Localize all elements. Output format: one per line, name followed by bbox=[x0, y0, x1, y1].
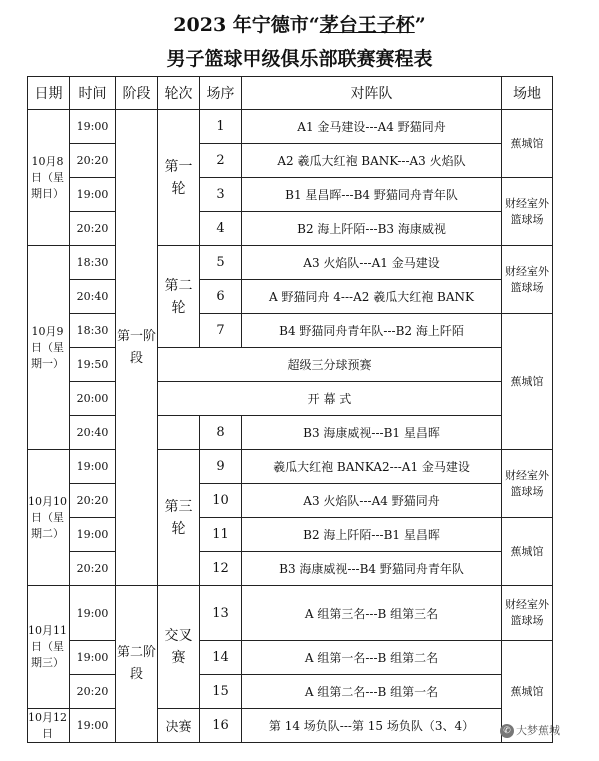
title-prefix: 2023 年宁德市“ bbox=[173, 14, 320, 36]
time-cell: 18:30 bbox=[70, 314, 116, 348]
time-cell: 20:20 bbox=[70, 484, 116, 518]
table-row bbox=[28, 709, 553, 743]
time-cell: 18:30 bbox=[70, 246, 116, 280]
time-cell: 20:20 bbox=[70, 552, 116, 586]
col-venue: 场地 bbox=[502, 77, 553, 110]
match-number: 4 bbox=[200, 212, 242, 246]
round-cell: 第三轮 bbox=[158, 450, 200, 586]
table-row bbox=[28, 110, 553, 144]
table-row bbox=[28, 280, 553, 314]
wechat-icon: ✆ bbox=[500, 724, 514, 738]
time-cell: 20:40 bbox=[70, 280, 116, 314]
round-cell: 第一轮 bbox=[158, 110, 200, 246]
match-teams: 第 14 场负队---第 15 场负队（3、4） bbox=[242, 709, 502, 743]
time-cell: 20:00 bbox=[70, 382, 116, 416]
date-cell: 10月8日（星期日） bbox=[28, 110, 70, 246]
venue-cell: 蕉城馆 bbox=[502, 110, 553, 178]
match-number: 14 bbox=[200, 641, 242, 675]
match-teams: A3 火焰队---A1 金马建设 bbox=[242, 246, 502, 280]
match-number: 2 bbox=[200, 144, 242, 178]
event-cell: 超级三分球预赛 bbox=[158, 348, 502, 382]
match-number: 13 bbox=[200, 586, 242, 641]
time-cell: 19:00 bbox=[70, 586, 116, 641]
time-cell: 19:50 bbox=[70, 348, 116, 382]
table-row bbox=[28, 518, 553, 552]
match-teams: B4 野猫同舟青年队---B2 海上阡陌 bbox=[242, 314, 502, 348]
time-cell: 19:00 bbox=[70, 709, 116, 743]
table-row bbox=[28, 586, 553, 641]
col-stage: 阶段 bbox=[116, 77, 158, 110]
col-time: 时间 bbox=[70, 77, 116, 110]
match-number: 5 bbox=[200, 246, 242, 280]
time-cell: 19:00 bbox=[70, 110, 116, 144]
date-cell: 10月11日（星期三） bbox=[28, 586, 70, 709]
match-teams: A 野猫同舟 4---A2 羲瓜大红袍 BANK bbox=[242, 280, 502, 314]
match-teams: B2 海上阡陌---B3 海康威视 bbox=[242, 212, 502, 246]
match-number: 1 bbox=[200, 110, 242, 144]
table-row bbox=[28, 416, 553, 450]
venue-cell: 蕉城馆 bbox=[502, 641, 553, 743]
table-row bbox=[28, 552, 553, 586]
time-cell: 20:20 bbox=[70, 144, 116, 178]
time-cell: 19:00 bbox=[70, 518, 116, 552]
round-cell: 第二轮 bbox=[158, 246, 200, 348]
match-number: 9 bbox=[200, 450, 242, 484]
match-teams: A 组第三名---B 组第三名 bbox=[242, 586, 502, 641]
schedule-table bbox=[27, 76, 553, 743]
page-title bbox=[0, 10, 599, 37]
venue-cell: 财经室外篮球场 bbox=[502, 246, 553, 314]
stage-cell: 第一阶段 bbox=[116, 110, 158, 586]
match-number: 6 bbox=[200, 280, 242, 314]
table-row bbox=[28, 246, 553, 280]
match-number: 12 bbox=[200, 552, 242, 586]
time-cell: 19:00 bbox=[70, 178, 116, 212]
match-teams: A 组第一名---B 组第二名 bbox=[242, 641, 502, 675]
col-order: 场序 bbox=[200, 77, 242, 110]
title-cup-name: 茅台王子杯 bbox=[319, 14, 415, 36]
match-number: 7 bbox=[200, 314, 242, 348]
match-number: 8 bbox=[200, 416, 242, 450]
venue-cell: 蕉城馆 bbox=[502, 314, 553, 450]
table-row bbox=[28, 212, 553, 246]
watermark-text: 大梦蕉城 bbox=[516, 724, 560, 737]
table-row bbox=[28, 675, 553, 709]
time-cell: 20:40 bbox=[70, 416, 116, 450]
table-row bbox=[28, 348, 553, 382]
match-teams: B3 海康威视---B1 星昌晖 bbox=[242, 416, 502, 450]
header-row bbox=[28, 77, 553, 110]
table-row bbox=[28, 641, 553, 675]
date-cell: 10月10日（星期二） bbox=[28, 450, 70, 586]
table-row bbox=[28, 144, 553, 178]
venue-cell: 财经室外篮球场 bbox=[502, 586, 553, 641]
venue-cell: 财经室外篮球场 bbox=[502, 178, 553, 246]
table-row bbox=[28, 314, 553, 348]
round-blank bbox=[158, 416, 200, 450]
match-number: 3 bbox=[200, 178, 242, 212]
time-cell: 19:00 bbox=[70, 641, 116, 675]
match-teams: B3 海康威视---B4 野猫同舟青年队 bbox=[242, 552, 502, 586]
match-teams: B1 星昌晖---B4 野猫同舟青年队 bbox=[242, 178, 502, 212]
venue-cell: 财经室外篮球场 bbox=[502, 450, 553, 518]
title-suffix: ” bbox=[414, 14, 426, 36]
time-cell: 20:20 bbox=[70, 212, 116, 246]
table-row bbox=[28, 178, 553, 212]
venue-cell: 蕉城馆 bbox=[502, 518, 553, 586]
stage-cell: 第二阶段 bbox=[116, 586, 158, 743]
match-number: 11 bbox=[200, 518, 242, 552]
col-date: 日期 bbox=[28, 77, 70, 110]
table-row bbox=[28, 382, 553, 416]
round-cell: 决赛 bbox=[158, 709, 200, 743]
page-subtitle: 男子篮球甲级俱乐部联赛赛程表 bbox=[166, 48, 433, 70]
watermark bbox=[500, 722, 560, 738]
table-row bbox=[28, 450, 553, 484]
table-row bbox=[28, 484, 553, 518]
match-number: 10 bbox=[200, 484, 242, 518]
match-teams: B2 海上阡陌---B1 星昌晖 bbox=[242, 518, 502, 552]
match-number: 15 bbox=[200, 675, 242, 709]
time-cell: 19:00 bbox=[70, 450, 116, 484]
match-teams: A2 羲瓜大红袍 BANK---A3 火焰队 bbox=[242, 144, 502, 178]
match-teams: A 组第二名---B 组第一名 bbox=[242, 675, 502, 709]
event-cell: 开 幕 式 bbox=[158, 382, 502, 416]
date-cell: 10月9日（星期一） bbox=[28, 246, 70, 450]
match-teams: A3 火焰队---A4 野猫同舟 bbox=[242, 484, 502, 518]
round-cell: 交叉赛 bbox=[158, 586, 200, 709]
date-cell: 10月12日 bbox=[28, 709, 70, 743]
col-match: 对阵队 bbox=[242, 77, 502, 110]
match-teams: A1 金马建设---A4 野猫同舟 bbox=[242, 110, 502, 144]
match-teams: 羲瓜大红袍 BANKA2---A1 金马建设 bbox=[242, 450, 502, 484]
time-cell: 20:20 bbox=[70, 675, 116, 709]
match-number: 16 bbox=[200, 709, 242, 743]
col-round: 轮次 bbox=[158, 77, 200, 110]
